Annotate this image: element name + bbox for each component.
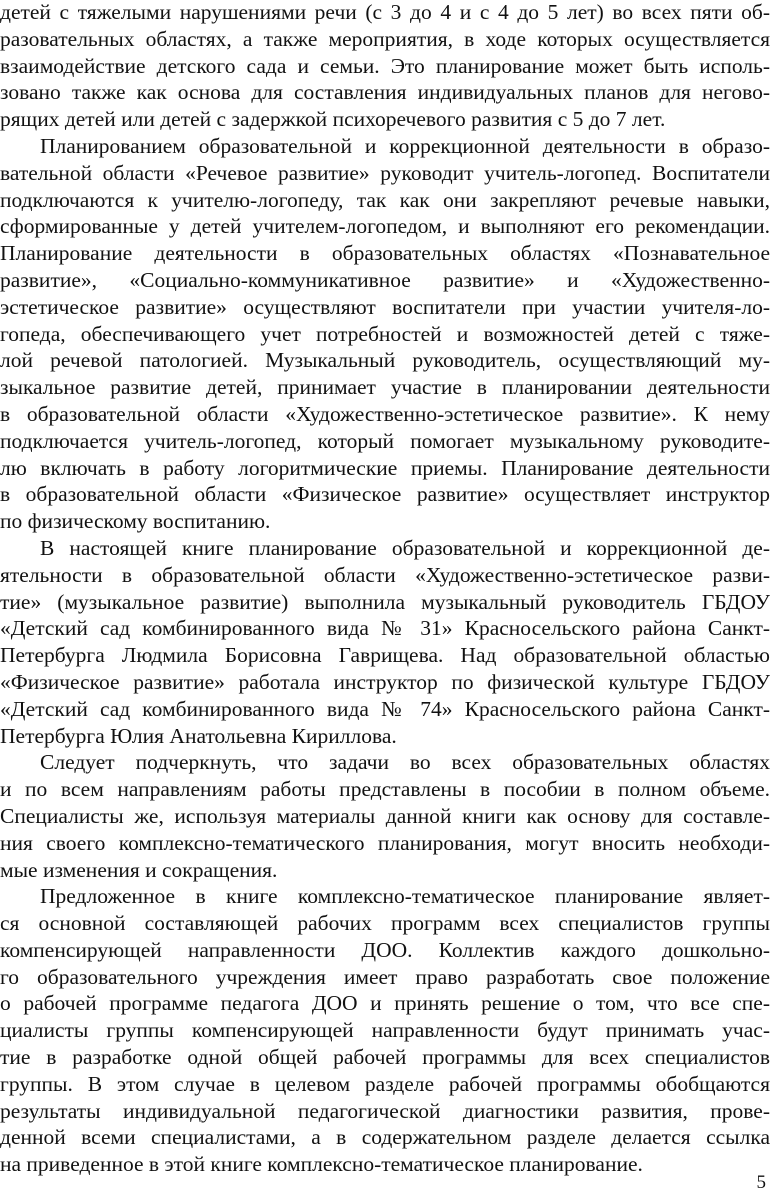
text-line: тие» (музыкальное развитие) выполнила музыкальный руководитель ГБДОУ (0, 589, 770, 614)
text-line: лой речевой патологией. Музыкальный руководитель, осуществляющий му- (0, 348, 770, 373)
text-line: о рабочей программе педагога ДОО и принять решение о том, что все спе- (0, 991, 770, 1016)
text-line: «Детский сад комбинированного вида № 74» Красносельского района Санкт- (0, 696, 770, 721)
text-line: лю включать в работу логоритмические приемы. Планирование деятельности (0, 455, 770, 480)
text-line: сформированные у детей учителем-логопедом, и выполняют его рекомендации. (0, 214, 770, 239)
text-line: на приведенное в этой книге комплексно-тематическое планирование. (0, 1152, 643, 1177)
paragraph (0, 749, 770, 883)
text-line: мые изменения и сокращения. (0, 857, 278, 882)
text-line: зовано также как основа для составления индивидуальных планов для негово- (0, 80, 770, 105)
text-line: взаимодействие детского сада и семьи. Это планирование может быть исполь- (0, 53, 770, 78)
text-line: «Физическое развитие» работала инструктор по физической культуре ГБДОУ (0, 669, 770, 694)
text-line: ния своего комплексно-тематического планирования, могут вносить необходи- (0, 830, 770, 855)
text-line: вательной области «Речевое развитие» руководит учитель-логопед. Воспитатели (0, 160, 770, 185)
text-line: «Детский сад комбинированного вида № 31» Красносельского района Санкт- (0, 616, 770, 641)
text-line: ся основной составляющей рабочих программ всех специалистов группы (0, 911, 770, 936)
text-line: результаты индивидуальной педагогической диагностики развития, прове- (0, 1098, 770, 1123)
text-line: в образовательной области «Художественно-эстетическое развитие». К нему (0, 401, 770, 426)
text-line: подключаются к учителю-логопеду, так как они закрепляют речевые навыки, (0, 187, 770, 212)
paragraph (0, 133, 770, 535)
text-line: рящих детей или детей с задержкой психоречевого развития с 5 до 7 лет. (0, 107, 666, 132)
text-line: разовательных областях, а также мероприятия, в ходе которых осуществляется (0, 26, 770, 51)
text-line: денной всеми специалистами, а в содержательном разделе делается ссылка (0, 1125, 770, 1150)
text-line: В настоящей книге планирование образовательной и коррекционной де- (40, 535, 770, 560)
text-line: гопеда, обеспечивающего учет потребностей и возможностей детей с тяже- (0, 321, 770, 346)
text-line: группы. В этом случае в целевом разделе рабочей программы обобщаются (0, 1071, 770, 1096)
paragraph (0, 0, 770, 133)
text-line: тие в разработке одной общей рабочей программы для всех специалистов (0, 1045, 770, 1070)
text-line: развитие», «Социально-коммуникативное развитие» и «Художественно- (0, 267, 770, 292)
paragraph (0, 883, 770, 1178)
text-line: в образовательной области «Физическое развитие» осуществляет инструктор (0, 482, 770, 507)
text-line: Следует подчеркнуть, что задачи во всех образовательных областях (40, 750, 770, 775)
page-number: 5 (756, 1172, 766, 1193)
text-line: Предложенное в книге комплексно-тематическое планирование являет- (40, 884, 770, 909)
text-line: компенсирующей направленности ДОО. Коллектив каждого дошкольно- (0, 937, 770, 962)
text-line: эстетическое развитие» осуществляют воспитатели при участии учителя-ло- (0, 294, 770, 319)
paragraph (0, 535, 770, 749)
text-line: Планирование деятельности в образовательных областях «Познавательное (0, 241, 770, 266)
text-line: подключается учитель-логопед, который помогает музыкальному руководите- (0, 428, 770, 453)
text-line: и по всем направлениям работы представлены в пособии в полном объеме. (0, 777, 770, 802)
text-line: зыкальное развитие детей, принимает участие в планировании деятельности (0, 375, 770, 400)
text-line: Петербурга Людмила Борисовна Гаврищева. Над образовательной областью (0, 643, 770, 668)
text-line: го образовательного учреждения имеет право разработать свое положение (0, 964, 770, 989)
text-line: детей с тяжелыми нарушениями речи (с 3 до 4 и с 4 до 5 лет) во всех пяти об- (0, 0, 770, 24)
text-line: по физическому воспитанию. (0, 509, 271, 534)
text-line: Специалисты же, используя материалы данной книги как основу для составле- (0, 803, 770, 828)
text-line: циалисты группы компенсирующей направленности будут принимать учас- (0, 1018, 770, 1043)
text-line: Петербурга Юлия Анатольевна Кириллова. (0, 723, 397, 748)
text-line: ятельности в образовательной области «Художественно-эстетическое разви- (0, 562, 770, 587)
text-line: Планированием образовательной и коррекционной деятельности в образо- (40, 133, 770, 158)
